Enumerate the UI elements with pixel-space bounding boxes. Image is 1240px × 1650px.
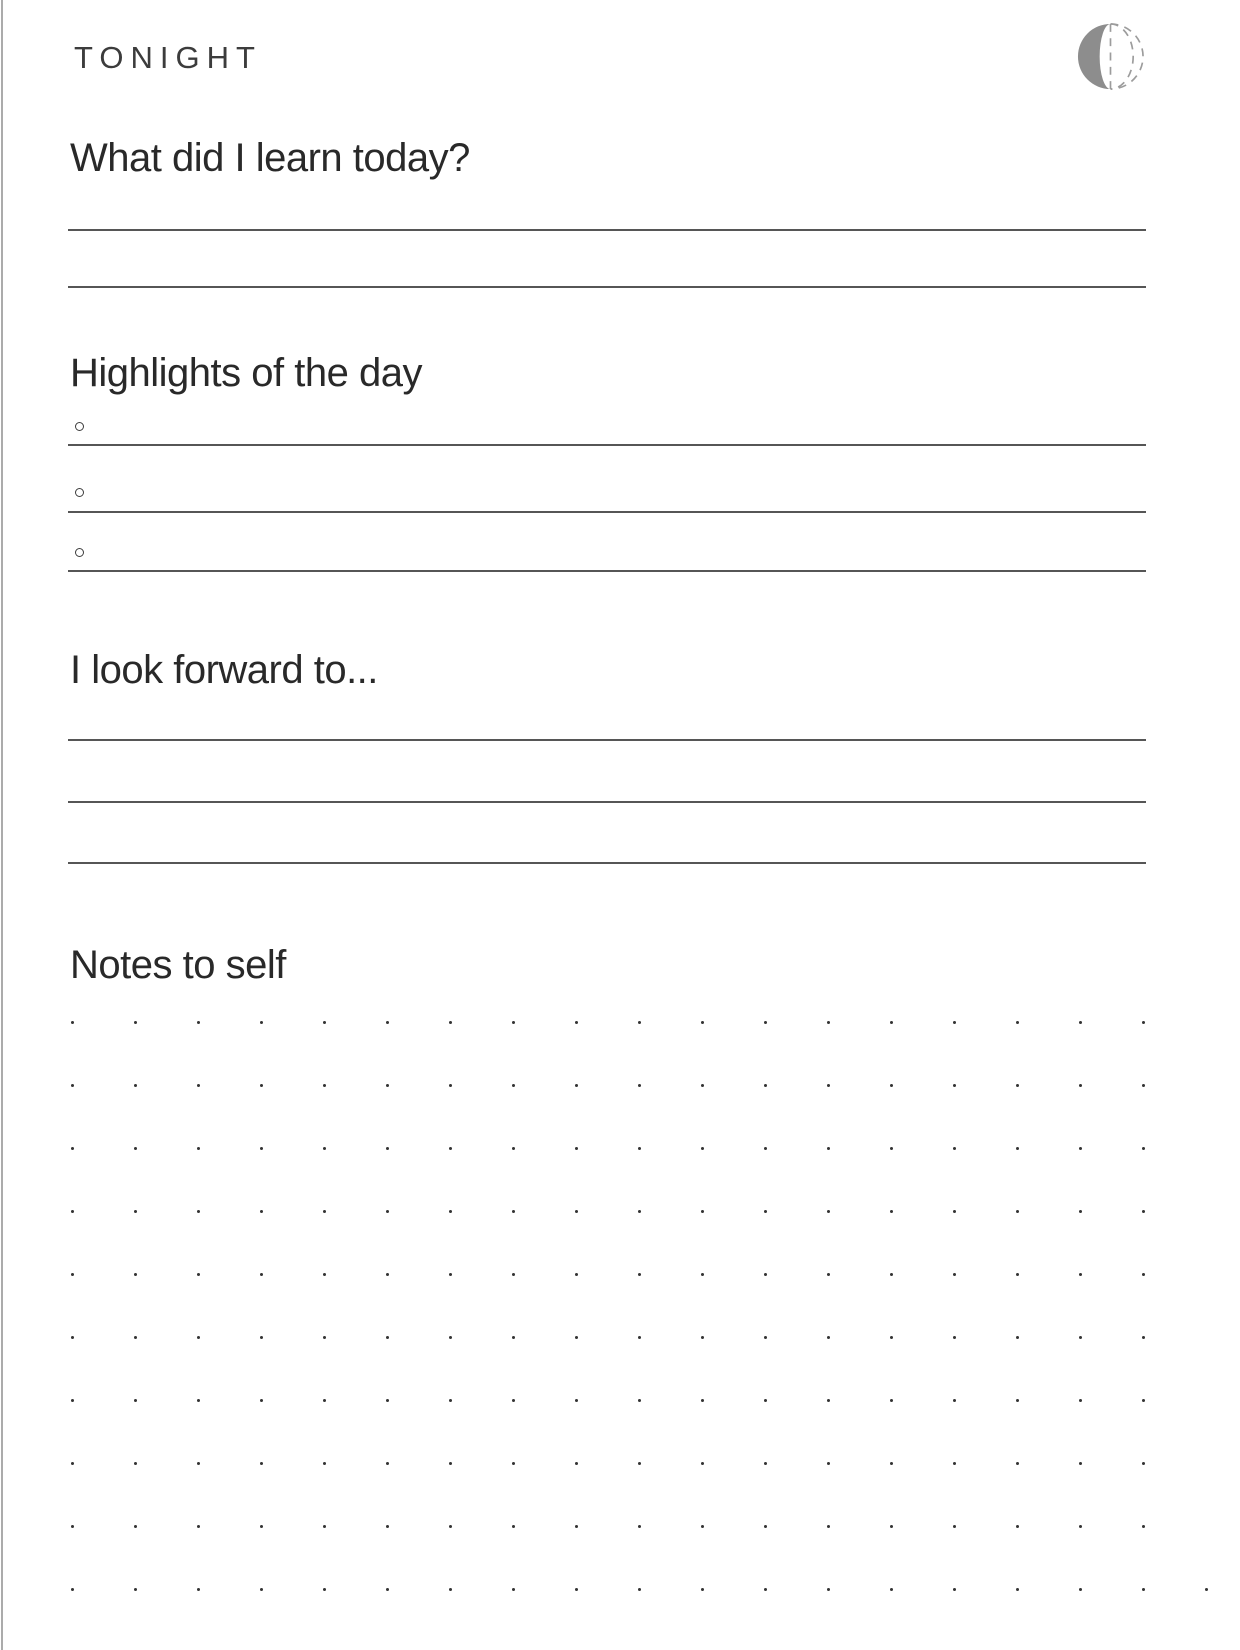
- grid-dot: [512, 1147, 515, 1150]
- grid-dot: [1079, 1525, 1082, 1528]
- grid-dot: [1142, 1021, 1145, 1024]
- grid-dot: [197, 1147, 200, 1150]
- grid-dot: [701, 1525, 704, 1528]
- grid-dot: [323, 1021, 326, 1024]
- grid-dot: [386, 1210, 389, 1213]
- grid-dot: [71, 1525, 74, 1528]
- grid-dot: [386, 1399, 389, 1402]
- grid-dot: [827, 1525, 830, 1528]
- grid-dot: [323, 1462, 326, 1465]
- grid-dot: [512, 1462, 515, 1465]
- grid-dot: [764, 1210, 767, 1213]
- grid-dot: [260, 1210, 263, 1213]
- grid-dot: [512, 1273, 515, 1276]
- grid-dot: [512, 1399, 515, 1402]
- grid-dot: [827, 1273, 830, 1276]
- grid-dot: [512, 1021, 515, 1024]
- moon-inner-dashed-arc: [1111, 24, 1134, 89]
- grid-dot: [638, 1462, 641, 1465]
- write-line: [68, 229, 1146, 231]
- grid-dot: [1079, 1588, 1082, 1591]
- grid-dot: [71, 1084, 74, 1087]
- grid-dot: [953, 1462, 956, 1465]
- write-line: [68, 511, 1146, 513]
- grid-dot: [71, 1147, 74, 1150]
- grid-dot: [134, 1462, 137, 1465]
- grid-dot: [890, 1336, 893, 1339]
- grid-dot: [575, 1021, 578, 1024]
- grid-dot: [1142, 1147, 1145, 1150]
- section-heading-learn: What did I learn today?: [70, 136, 470, 180]
- grid-dot: [764, 1525, 767, 1528]
- grid-dot: [638, 1588, 641, 1591]
- grid-dot: [890, 1273, 893, 1276]
- section-heading-notes: Notes to self: [70, 943, 286, 987]
- grid-dot: [134, 1210, 137, 1213]
- grid-dot: [701, 1336, 704, 1339]
- grid-dot: [197, 1210, 200, 1213]
- page-edge-line: [1, 0, 3, 1650]
- grid-dot: [197, 1021, 200, 1024]
- grid-dot: [386, 1021, 389, 1024]
- grid-dot: [260, 1147, 263, 1150]
- grid-dot: [449, 1021, 452, 1024]
- write-line: [68, 286, 1146, 288]
- grid-dot: [638, 1525, 641, 1528]
- grid-dot: [323, 1399, 326, 1402]
- grid-dot: [512, 1084, 515, 1087]
- grid-dot: [890, 1525, 893, 1528]
- write-line: [68, 862, 1146, 864]
- grid-dot: [260, 1336, 263, 1339]
- grid-dot: [1016, 1525, 1019, 1528]
- grid-dot: [512, 1588, 515, 1591]
- grid-dot: [386, 1462, 389, 1465]
- grid-dot: [638, 1084, 641, 1087]
- grid-dot: [1079, 1210, 1082, 1213]
- grid-dot: [764, 1273, 767, 1276]
- bullet-circle: [75, 422, 84, 431]
- grid-dot: [71, 1210, 74, 1213]
- grid-dot: [386, 1336, 389, 1339]
- write-line: [68, 444, 1146, 446]
- grid-dot: [260, 1462, 263, 1465]
- grid-dot: [764, 1084, 767, 1087]
- grid-dot: [953, 1021, 956, 1024]
- grid-dot: [323, 1084, 326, 1087]
- grid-dot: [638, 1147, 641, 1150]
- grid-dot: [386, 1147, 389, 1150]
- grid-dot: [638, 1399, 641, 1402]
- grid-dot: [575, 1273, 578, 1276]
- grid-dot: [1142, 1399, 1145, 1402]
- grid-dot: [953, 1210, 956, 1213]
- grid-dot: [134, 1525, 137, 1528]
- grid-dot: [323, 1336, 326, 1339]
- grid-dot: [71, 1021, 74, 1024]
- grid-dot: [1016, 1399, 1019, 1402]
- grid-dot: [134, 1336, 137, 1339]
- grid-dot: [764, 1462, 767, 1465]
- grid-dot: [1016, 1210, 1019, 1213]
- grid-dot: [764, 1147, 767, 1150]
- grid-dot: [1142, 1525, 1145, 1528]
- grid-dot: [1016, 1021, 1019, 1024]
- grid-dot: [71, 1588, 74, 1591]
- grid-dot: [197, 1525, 200, 1528]
- section-heading-highlights: Highlights of the day: [70, 351, 422, 395]
- grid-dot: [890, 1462, 893, 1465]
- grid-dot: [323, 1210, 326, 1213]
- grid-dot: [1205, 1588, 1208, 1591]
- grid-dot: [890, 1210, 893, 1213]
- grid-dot: [575, 1084, 578, 1087]
- grid-dot: [1079, 1273, 1082, 1276]
- grid-dot: [1142, 1210, 1145, 1213]
- write-line: [68, 801, 1146, 803]
- write-line: [68, 570, 1146, 572]
- grid-dot: [575, 1462, 578, 1465]
- grid-dot: [449, 1084, 452, 1087]
- grid-dot: [449, 1147, 452, 1150]
- grid-dot: [449, 1462, 452, 1465]
- grid-dot: [260, 1084, 263, 1087]
- grid-dot: [827, 1399, 830, 1402]
- grid-dot: [449, 1273, 452, 1276]
- grid-dot: [134, 1588, 137, 1591]
- grid-dot: [701, 1273, 704, 1276]
- grid-dot: [260, 1021, 263, 1024]
- grid-dot: [1016, 1147, 1019, 1150]
- grid-dot: [575, 1525, 578, 1528]
- grid-dot: [134, 1147, 137, 1150]
- grid-dot: [953, 1273, 956, 1276]
- grid-dot: [575, 1147, 578, 1150]
- grid-dot: [638, 1336, 641, 1339]
- grid-dot: [827, 1336, 830, 1339]
- grid-dot: [1016, 1084, 1019, 1087]
- grid-dot: [386, 1525, 389, 1528]
- grid-dot: [449, 1399, 452, 1402]
- grid-dot: [953, 1147, 956, 1150]
- grid-dot: [197, 1462, 200, 1465]
- grid-dot: [701, 1462, 704, 1465]
- grid-dot: [1142, 1588, 1145, 1591]
- grid-dot: [638, 1273, 641, 1276]
- grid-dot: [890, 1399, 893, 1402]
- grid-dot: [449, 1336, 452, 1339]
- grid-dot: [827, 1588, 830, 1591]
- grid-dot: [1016, 1336, 1019, 1339]
- grid-dot: [71, 1336, 74, 1339]
- grid-dot: [1016, 1588, 1019, 1591]
- grid-dot: [701, 1021, 704, 1024]
- section-heading-forward: I look forward to...: [70, 648, 378, 692]
- grid-dot: [953, 1588, 956, 1591]
- grid-dot: [1142, 1462, 1145, 1465]
- grid-dot: [575, 1588, 578, 1591]
- grid-dot: [890, 1084, 893, 1087]
- grid-dot: [134, 1021, 137, 1024]
- grid-dot: [134, 1084, 137, 1087]
- grid-dot: [1079, 1399, 1082, 1402]
- grid-dot: [701, 1399, 704, 1402]
- grid-dot: [1079, 1021, 1082, 1024]
- grid-dot: [1016, 1273, 1019, 1276]
- grid-dot: [575, 1399, 578, 1402]
- grid-dot: [323, 1588, 326, 1591]
- grid-dot: [197, 1084, 200, 1087]
- grid-dot: [197, 1588, 200, 1591]
- grid-dot: [701, 1588, 704, 1591]
- grid-dot: [1142, 1273, 1145, 1276]
- grid-dot: [890, 1021, 893, 1024]
- moon-phase-icon: [1075, 21, 1146, 92]
- grid-dot: [134, 1399, 137, 1402]
- grid-dot: [575, 1210, 578, 1213]
- grid-dot: [764, 1336, 767, 1339]
- grid-dot: [953, 1399, 956, 1402]
- grid-dot: [71, 1399, 74, 1402]
- grid-dot: [827, 1462, 830, 1465]
- grid-dot: [512, 1525, 515, 1528]
- grid-dot: [386, 1273, 389, 1276]
- grid-dot: [701, 1147, 704, 1150]
- grid-dot: [953, 1084, 956, 1087]
- page-title: TONIGHT: [74, 40, 262, 75]
- grid-dot: [260, 1588, 263, 1591]
- grid-dot: [953, 1336, 956, 1339]
- grid-dot: [1079, 1147, 1082, 1150]
- grid-dot: [260, 1399, 263, 1402]
- grid-dot: [827, 1147, 830, 1150]
- grid-dot: [197, 1336, 200, 1339]
- grid-dot: [1016, 1462, 1019, 1465]
- bullet-circle: [75, 488, 84, 497]
- grid-dot: [1079, 1336, 1082, 1339]
- grid-dot: [890, 1588, 893, 1591]
- grid-dot: [512, 1336, 515, 1339]
- grid-dot: [764, 1021, 767, 1024]
- grid-dot: [1142, 1084, 1145, 1087]
- grid-dot: [134, 1273, 137, 1276]
- grid-dot: [1142, 1336, 1145, 1339]
- grid-dot: [953, 1525, 956, 1528]
- grid-dot: [260, 1525, 263, 1528]
- grid-dot: [449, 1588, 452, 1591]
- grid-dot: [512, 1210, 515, 1213]
- grid-dot: [197, 1273, 200, 1276]
- grid-dot: [764, 1588, 767, 1591]
- grid-dot: [386, 1588, 389, 1591]
- grid-dot: [323, 1147, 326, 1150]
- grid-dot: [323, 1273, 326, 1276]
- grid-dot: [638, 1021, 641, 1024]
- grid-dot: [827, 1021, 830, 1024]
- grid-dot: [71, 1462, 74, 1465]
- grid-dot: [449, 1210, 452, 1213]
- grid-dot: [1079, 1084, 1082, 1087]
- notes-dot-grid: [71, 1021, 1216, 1596]
- grid-dot: [71, 1273, 74, 1276]
- grid-dot: [701, 1210, 704, 1213]
- grid-dot: [575, 1336, 578, 1339]
- grid-dot: [386, 1084, 389, 1087]
- write-line: [68, 739, 1146, 741]
- grid-dot: [890, 1147, 893, 1150]
- grid-dot: [764, 1399, 767, 1402]
- grid-dot: [701, 1084, 704, 1087]
- bullet-circle: [75, 548, 84, 557]
- moon-crescent-shape: [1078, 24, 1111, 89]
- grid-dot: [827, 1084, 830, 1087]
- grid-dot: [323, 1525, 326, 1528]
- grid-dot: [638, 1210, 641, 1213]
- grid-dot: [1079, 1462, 1082, 1465]
- grid-dot: [197, 1399, 200, 1402]
- grid-dot: [260, 1273, 263, 1276]
- grid-dot: [827, 1210, 830, 1213]
- grid-dot: [449, 1525, 452, 1528]
